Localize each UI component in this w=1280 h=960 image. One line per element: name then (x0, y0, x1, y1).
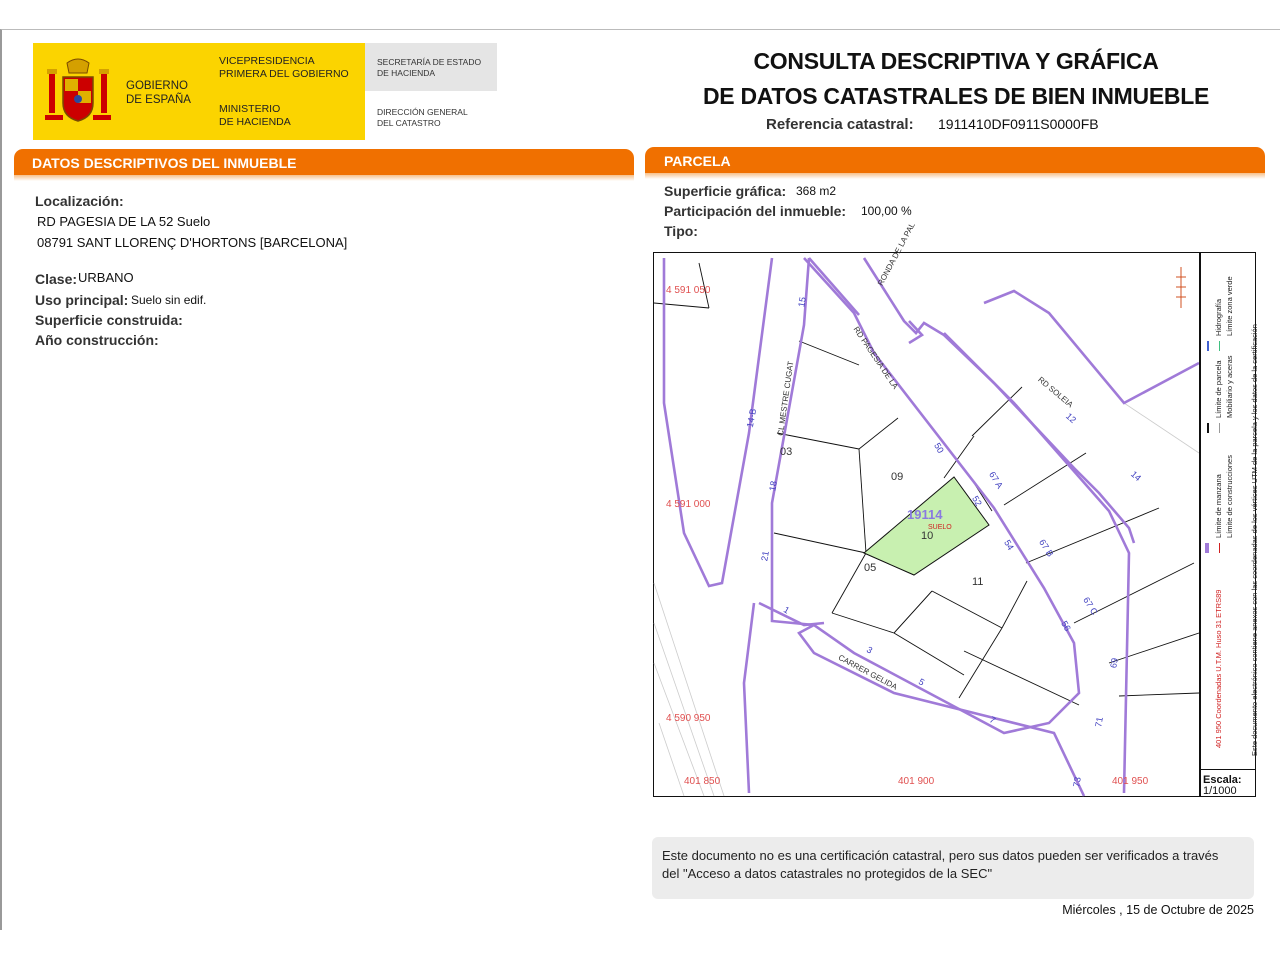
notice-text: Este documento no es una certificación catastral, pero sus datos pueden ser verificados a través del "Acceso a datos catastrales no protegidos de la SEC" (662, 848, 1219, 881)
secretaria-text (377, 57, 481, 79)
participacion-label: Participación del inmueble: (664, 203, 847, 219)
street-mestre: CL MESTRE CUGAT (776, 360, 796, 437)
legend-swatch-mobiliario (1219, 423, 1220, 433)
localizacion-line1: RD PAGESIA DE LA 52 Suelo (37, 214, 211, 229)
parcel-number-11: 11 (972, 576, 984, 588)
north-arrow-icon (1176, 267, 1186, 308)
document-title (650, 44, 1262, 114)
gobierno-text (126, 79, 191, 107)
legend-swatch-zona-verde (1219, 341, 1220, 351)
house-number: 52 (970, 494, 984, 508)
house-number: 7 (987, 714, 998, 726)
street-pagesia: RD PAGESIA DE LA (851, 325, 900, 391)
coat-of-arms-icon (43, 55, 113, 129)
legend-utm: 401 950 Coordenadas U.T.M. Huso 31 ETRS89 (1214, 589, 1223, 748)
house-number: 12 (1063, 410, 1079, 426)
house-number: 21 (759, 550, 771, 562)
selected-parcel[interactable] (864, 477, 989, 575)
ministerio-text (219, 103, 291, 129)
ministerio-line2: DE HACIENDA (219, 116, 291, 128)
house-number: 54 (1002, 538, 1016, 552)
parcel-ref-label: 19114 (907, 507, 943, 522)
legend-swatch-parcela (1207, 423, 1209, 433)
parcela-title: PARCELA (664, 153, 731, 169)
clase-value: URBANO (78, 270, 134, 285)
direccion-text (377, 107, 468, 129)
parcel-number-05: 05 (864, 562, 877, 574)
legend-swatch-hidrografia (1207, 341, 1209, 351)
scale-value: 1/1000 (1203, 785, 1237, 797)
vicepresidencia-line2: PRIMERA DEL GOBIERNO (219, 68, 349, 80)
map-drawing (654, 253, 1199, 796)
street-gelida: CARRER GELIDA (836, 653, 899, 692)
descriptivos-header-fade (14, 175, 634, 181)
ref-value: 1911410DF0911S0000FB (938, 116, 1099, 132)
house-number: 67 A (986, 469, 1006, 491)
house-number: 15 (796, 296, 808, 308)
parcel-number-09: 09 (891, 471, 904, 483)
clase-label: Clase: (35, 271, 78, 287)
coord-y-top: 4 591 050 (666, 285, 711, 296)
house-number: 50 (932, 441, 946, 455)
ref-label: Referencia catastral: (766, 116, 914, 133)
anio-construccion-label: Año construcción: (35, 332, 159, 348)
house-number: 73 (1071, 776, 1083, 788)
parcel-number-10: 10 (921, 530, 934, 542)
superficie-grafica-label: Superficie gráfica: (664, 183, 787, 199)
coord-x-right: 401 950 (1112, 776, 1149, 787)
direccion-line2: DEL CATASTRO (377, 118, 441, 128)
house-number: 18 (767, 480, 779, 492)
house-number: 3 (864, 644, 875, 656)
legend-manzana: Límite de manzana (1214, 474, 1223, 538)
parcel-boundaries (654, 263, 1199, 705)
house-number: 67 C (1081, 595, 1100, 617)
parcela-header (645, 147, 1265, 173)
secretaria-line2: DE HACIENDA (377, 68, 436, 78)
legend-swatch-construcciones (1219, 543, 1220, 553)
map-legend (1201, 253, 1259, 769)
legend-electronico: Este documento electrónico contiene anexos con las coordenadas de los vértices UTM de la parcela y los datos de la certificación (1250, 324, 1259, 756)
parcel-number-03: 03 (780, 446, 793, 458)
legend-zona-verde: Límite zona verde (1225, 276, 1234, 336)
coord-y-bottom: 4 590 950 (666, 713, 711, 724)
legend-construcciones: Límite de construcciones (1225, 455, 1234, 538)
street-solei: RD SOLEIA (1036, 375, 1075, 410)
descriptivos-header (14, 149, 634, 175)
uso-label: Uso principal: (35, 292, 129, 308)
coord-x-mid: 401 900 (898, 776, 935, 787)
house-number: 14 (1128, 468, 1144, 484)
superficie-grafica-value: 368 m2 (796, 184, 837, 198)
participacion-value: 100,00 % (861, 204, 912, 218)
localizacion-line2: 08791 SANT LLORENÇ D'HORTONS [BARCELONA] (37, 235, 348, 250)
legend-mobiliario: Mobiliario y aceras (1225, 355, 1234, 418)
background-lines (654, 403, 1199, 796)
government-logo (33, 43, 497, 140)
coord-x-left: 401 850 (684, 776, 721, 787)
coord-y-mid: 4 591 000 (666, 499, 711, 510)
house-number: 71 (1093, 716, 1105, 728)
title-line2: DE DATOS CATASTRALES DE BIEN INMUEBLE (703, 83, 1209, 109)
title-line1: CONSULTA DESCRIPTIVA Y GRÁFICA (753, 48, 1159, 74)
house-number: 1 (781, 604, 792, 616)
parcela-header-fade (645, 173, 1265, 179)
descriptivos-title: DATOS DESCRIPTIVOS DEL INMUEBLE (32, 155, 297, 171)
gobierno-line1: GOBIERNO (126, 80, 188, 92)
house-number: 5 (916, 676, 927, 688)
localizacion-label: Localización: (35, 193, 124, 209)
legend-swatch-manzana (1205, 543, 1209, 553)
issue-date: Miércoles , 15 de Octubre de 2025 (1062, 903, 1254, 917)
vicepresidencia-line1: VICEPRESIDENCIA (219, 55, 315, 67)
scale-label: Escala: (1203, 774, 1242, 786)
uso-value: Suelo sin edif. (131, 293, 207, 307)
secretaria-line1: SECRETARÍA DE ESTADO (377, 57, 482, 67)
verification-notice (652, 837, 1254, 899)
house-number: 14-B (744, 407, 759, 429)
house-number: 67 B (1037, 537, 1056, 559)
gobierno-line2: DE ESPAÑA (126, 94, 191, 106)
house-number: 69 (1108, 657, 1120, 669)
tipo-label: Tipo: (664, 223, 698, 239)
superficie-construida-label: Superficie construida: (35, 312, 183, 328)
legend-parcela: Límite de parcela (1214, 360, 1223, 418)
street-ronda: RONDA DE LA PAL (876, 221, 917, 288)
legend-hidrografia: Hidrografía (1214, 298, 1223, 336)
scale-box (1201, 769, 1255, 797)
parcel-tag: SUELO (928, 524, 952, 531)
ministerio-line1: MINISTERIO (219, 103, 281, 115)
vicepresidencia-text (219, 55, 349, 81)
house-number: 56 (1059, 619, 1073, 633)
direccion-line1: DIRECCIÓN GENERAL (377, 107, 468, 117)
